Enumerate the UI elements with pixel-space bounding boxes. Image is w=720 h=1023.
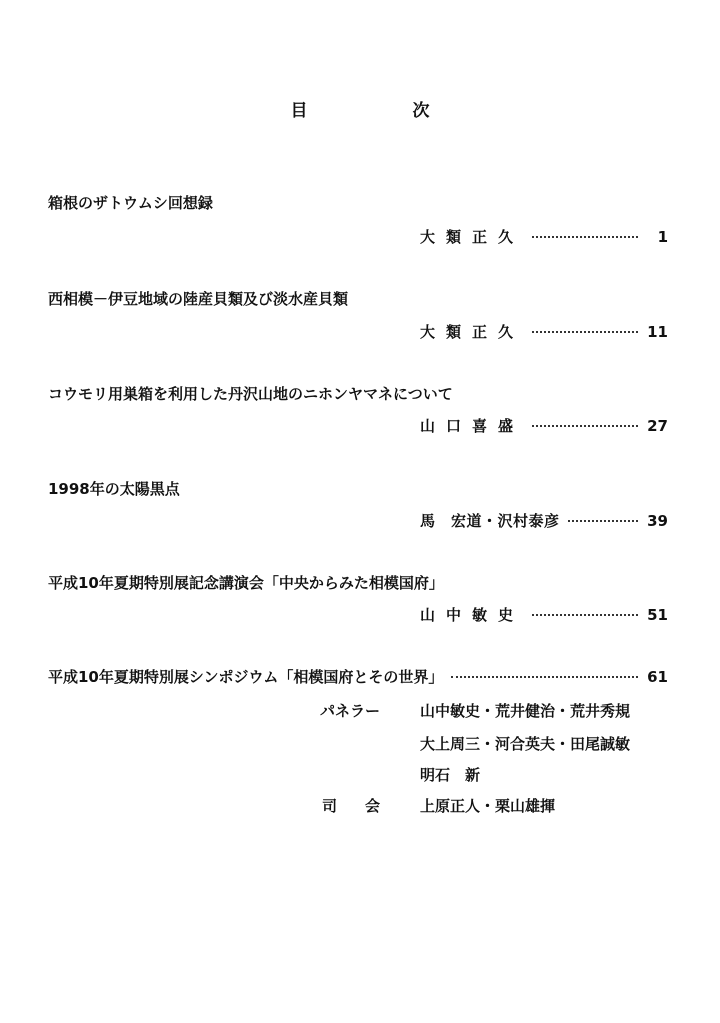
panelists-line-3: 明石 新 [420,766,481,784]
dot-leader [532,331,638,333]
symposium-page-number: 61 [647,668,668,686]
entry-author: 大類正久 [420,323,525,341]
entry-title[interactable]: 西相模－伊豆地域の陸産貝類及び淡水産貝類 [48,290,349,308]
dot-leader [532,614,638,616]
entry-author-line[interactable] [420,415,668,436]
entry-title[interactable]: コウモリ用巣箱を利用した丹沢山地のニホンヤマネについて [48,385,453,403]
entry-page-number: 11 [647,323,668,341]
panelists-line-2: 大上周三・河合英夫・田尾誠敏 [420,735,631,753]
chair-label: 司会 [322,797,409,815]
entry-title[interactable]: 箱根のザトウムシ回想録 [48,194,213,212]
entry-author-line[interactable] [420,510,668,531]
entry-author: 山口喜盛 [420,417,525,435]
symposium-line[interactable] [48,666,668,687]
dot-leader [532,236,638,238]
dot-leader [451,676,638,678]
entry-author-line[interactable] [420,226,668,247]
entry-page-number: 27 [647,417,668,435]
entry-author: 馬 宏道・沢村泰彦 [420,512,560,530]
entry-page-number: 51 [647,606,668,624]
entry-title[interactable]: 平成10年夏期特別展記念講演会「中央からみた相模国府」 [48,574,444,592]
dot-leader [532,425,638,427]
chair-names: 上原正人・栗山雄揮 [420,797,556,815]
dot-leader [568,520,638,522]
panel-label: パネラー [320,702,381,720]
entry-author-line[interactable] [420,604,668,625]
entry-title[interactable]: 1998年の太陽黒点 [48,480,180,498]
entry-page-number: 1 [657,228,668,246]
page-title: 目 次 [290,101,474,121]
entry-page-number: 39 [647,512,668,530]
symposium-title: 平成10年夏期特別展シンポジウム「相模国府とその世界」 [48,668,444,686]
panelists-line-1: 山中敏史・荒井健治・荒井秀規 [420,702,631,720]
entry-author: 大類正久 [420,228,525,246]
entry-author-line[interactable] [420,321,668,342]
entry-author: 山中敏史 [420,606,525,624]
